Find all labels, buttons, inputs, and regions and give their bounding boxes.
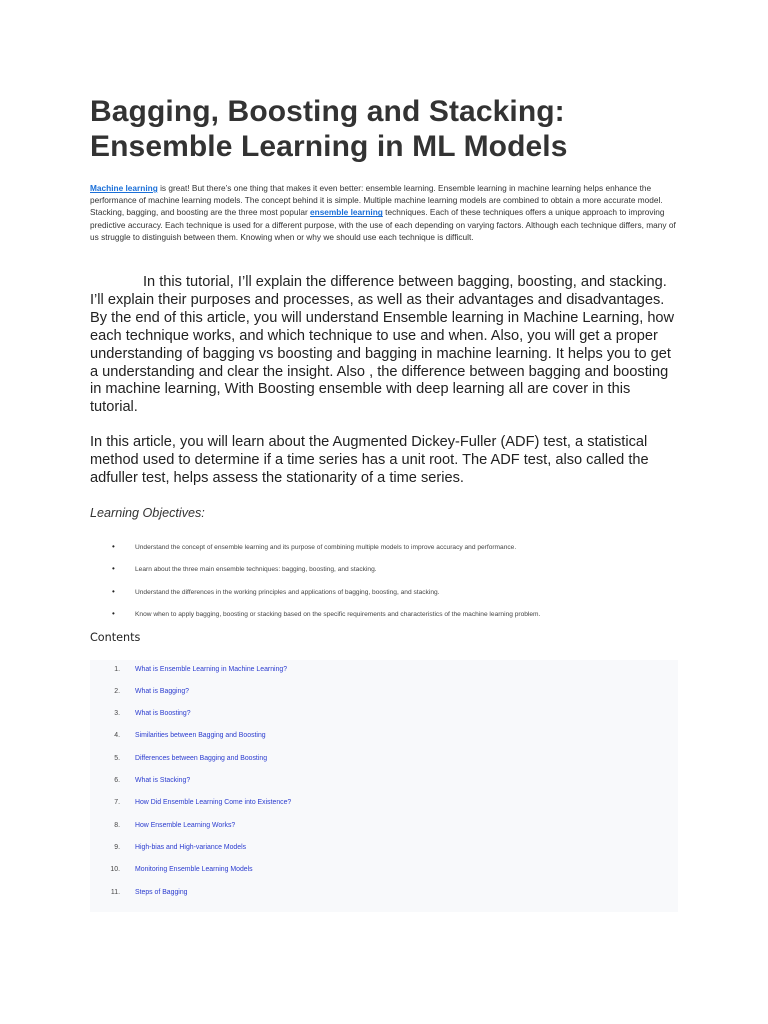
toc-link[interactable]: Similarities between Bagging and Boosting (135, 732, 266, 740)
toc-item (90, 731, 678, 753)
toc-number: 3. (114, 710, 120, 718)
learning-objectives-list (90, 543, 678, 633)
toc-link[interactable]: How Did Ensemble Learning Come into Existence? (135, 799, 292, 807)
bullet-icon: • (112, 609, 115, 619)
objective-text: Understand the differences in the working principles and applications of bagging, boosting, and stacking. (135, 588, 440, 596)
adf-paragraph: In this article, you will learn about the Augmented Dickey-Fuller (ADF) test, a statistical method used to determine if a time series has a unit root. The ADF test, also called the adfuller test, helps assess the stationarity of a time series. (90, 434, 649, 487)
toc-number: 11. (110, 888, 120, 896)
toc-link[interactable]: What is Ensemble Learning in Machine Learning? (135, 665, 288, 673)
toc-link[interactable]: Monitoring Ensemble Learning Models (135, 866, 253, 874)
bullet-icon: • (112, 586, 115, 596)
toc-item (90, 843, 678, 865)
tutorial-paragraph: In this tutorial, I’ll explain the difference between bagging, boosting, and stacking. I’ll explain their purposes and processes, as well as their advantages and disadvantages. By the end of this article, you will understand Ensemble learning in Machine Learning, how each technique works, and which technique to use and when. Also, you will get a proper understanding of bagging vs boosting and bagging in machine learning. It helps you to get a understanding and clear the insight. Also , the difference between bagging and boosting in machine learning, With Boosting ensemble with deep learning all are cover in this tutorial. (90, 274, 675, 416)
toc-number: 2. (114, 687, 120, 695)
learning-objectives-heading: Learning Objectives: (90, 505, 205, 520)
toc-number: 10. (110, 866, 120, 874)
bullet-icon: • (112, 541, 115, 551)
toc-item (90, 665, 678, 687)
article-title-line-1: Bagging, Boosting and Stacking: (90, 95, 565, 128)
toc-item (90, 798, 678, 820)
toc-number: 1. (114, 665, 120, 673)
machine-learning-link[interactable]: Machine learning (90, 183, 158, 193)
objective-text: Learn about the three main ensemble techniques: bagging, boosting, and stacking. (135, 566, 377, 574)
toc-number: 6. (114, 777, 120, 785)
toc-item (90, 865, 678, 887)
article-title-line-2: Ensemble Learning in ML Models (90, 130, 568, 163)
toc-link[interactable]: What is Boosting? (135, 710, 191, 718)
objective-text: Know when to apply bagging, boosting or stacking based on the specific requirements and characteristics of the machine learning problem. (135, 611, 541, 619)
objective-item (90, 588, 678, 610)
objective-item (90, 610, 678, 632)
article-title (90, 94, 678, 164)
toc-link[interactable]: Steps of Bagging (135, 888, 188, 896)
toc-number: 4. (114, 732, 120, 740)
toc-item (90, 776, 678, 798)
toc-link[interactable]: What is Stacking? (135, 777, 191, 785)
bullet-icon: • (112, 564, 115, 574)
toc-number: 7. (114, 799, 120, 807)
objective-text: Understand the concept of ensemble learning and its purpose of combining multiple models to improve accuracy and performance. (135, 543, 517, 551)
toc-item (90, 709, 678, 731)
toc-number: 8. (114, 821, 120, 829)
toc-link[interactable]: What is Bagging? (135, 687, 190, 695)
toc-link[interactable]: How Ensemble Learning Works? (135, 821, 236, 829)
intro-paragraph (90, 182, 678, 243)
toc-link[interactable]: Differences between Bagging and Boosting (135, 754, 268, 762)
toc-item (90, 821, 678, 843)
contents-heading: Contents (90, 630, 141, 644)
toc-link[interactable]: High-bias and High-variance Models (135, 843, 247, 851)
toc-item (90, 888, 678, 910)
table-of-contents (90, 660, 678, 912)
toc-number: 9. (114, 843, 120, 851)
ensemble-learning-link[interactable]: ensemble learning (310, 207, 383, 218)
objective-item (90, 543, 678, 565)
objective-item (90, 565, 678, 587)
toc-item (90, 754, 678, 776)
intro-text-2: techniques. Each of these techniques offers a unique approach to improving predictive accuracy. Each technique is used for a different purpose, with the use of each depending on varying factors. Although each technique differs, many of us struggle to distinguish between them. Knowing when or why we should use each technique is difficult. (90, 207, 676, 242)
toc-number: 5. (114, 754, 120, 762)
intro-text-1: is great! But there’s one thing that makes it even better: ensemble learning. Ensemble learning in machine learning helps enhance the performance of machine learning models. The concept behind it is simple. Multiple machine learning models are combined to obtain a more accurate model. Stacking, bagging, and boosting are the three most popular (90, 183, 663, 218)
toc-item (90, 687, 678, 709)
article (90, 94, 678, 912)
